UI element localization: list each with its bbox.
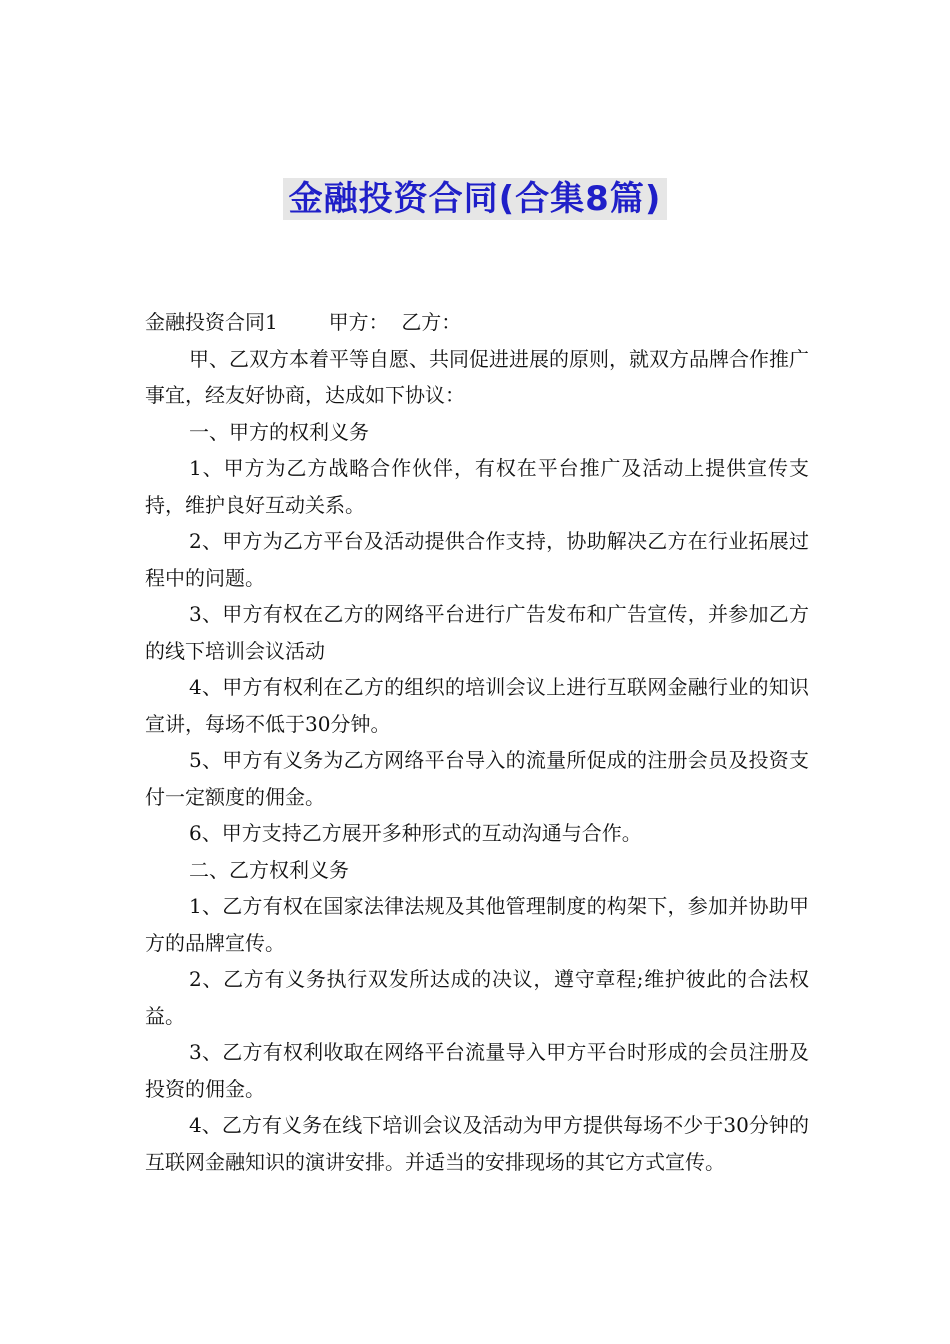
contract-label: 金融投资合同1 <box>145 310 278 334</box>
paragraph-b2: 2、乙方有义务执行双发所达成的决议，遵守章程;维护彼此的合法权益。 <box>145 967 809 1028</box>
document-body <box>145 304 809 1180</box>
paragraph-b4: 4、乙方有义务在线下培训会议及活动为甲方提供每场不少于30分钟的互联网金融知识的演讲安排。并适当的安排现场的其它方式宣传。 <box>145 1113 809 1174</box>
title-container <box>0 178 950 220</box>
document-title: 金融投资合同(合集8篇) <box>283 178 668 220</box>
paragraph-b3: 3、乙方有权利收取在网络平台流量导入甲方平台时形成的会员注册及投资的佣金。 <box>145 1040 809 1101</box>
paragraph-a1: 1、甲方为乙方战略合作伙伴，有权在平台推广及活动上提供宣传支持，维护良好互动关系。 <box>145 456 809 517</box>
paragraph-a4: 4、甲方有权利在乙方的组织的培训会议上进行互联网金融行业的知识宣讲，每场不低于30分钟。 <box>145 675 809 736</box>
section-heading-party-a: 一、甲方的权利义务 <box>189 419 369 444</box>
section-heading-party-b: 二、乙方权利义务 <box>189 857 349 882</box>
paragraph-a6: 6、甲方支持乙方展开多种形式的互动沟通与合作。 <box>189 821 642 845</box>
paragraph-a3: 3、甲方有权在乙方的网络平台进行广告发布和广告宣传，并参加乙方的线下培训会议活动 <box>145 602 809 663</box>
contract-heading-line <box>145 304 809 341</box>
paragraph-intro: 甲、乙双方本着平等自愿、共同促进进展的原则，就双方品牌合作推广事宜，经友好协商，达成如下协议： <box>145 346 809 407</box>
paragraph-b1: 1、乙方有权在国家法律法规及其他管理制度的构架下，参加并协助甲方的品牌宣传。 <box>145 894 809 955</box>
party-b-label: 乙方： <box>401 310 462 334</box>
paragraph-a2: 2、甲方为乙方平台及活动提供合作支持，协助解决乙方在行业拓展过程中的问题。 <box>145 529 809 590</box>
paragraph-a5: 5、甲方有义务为乙方网络平台导入的流量所促成的注册会员及投资支付一定额度的佣金。 <box>145 748 809 809</box>
party-a-label: 甲方： <box>328 310 389 334</box>
